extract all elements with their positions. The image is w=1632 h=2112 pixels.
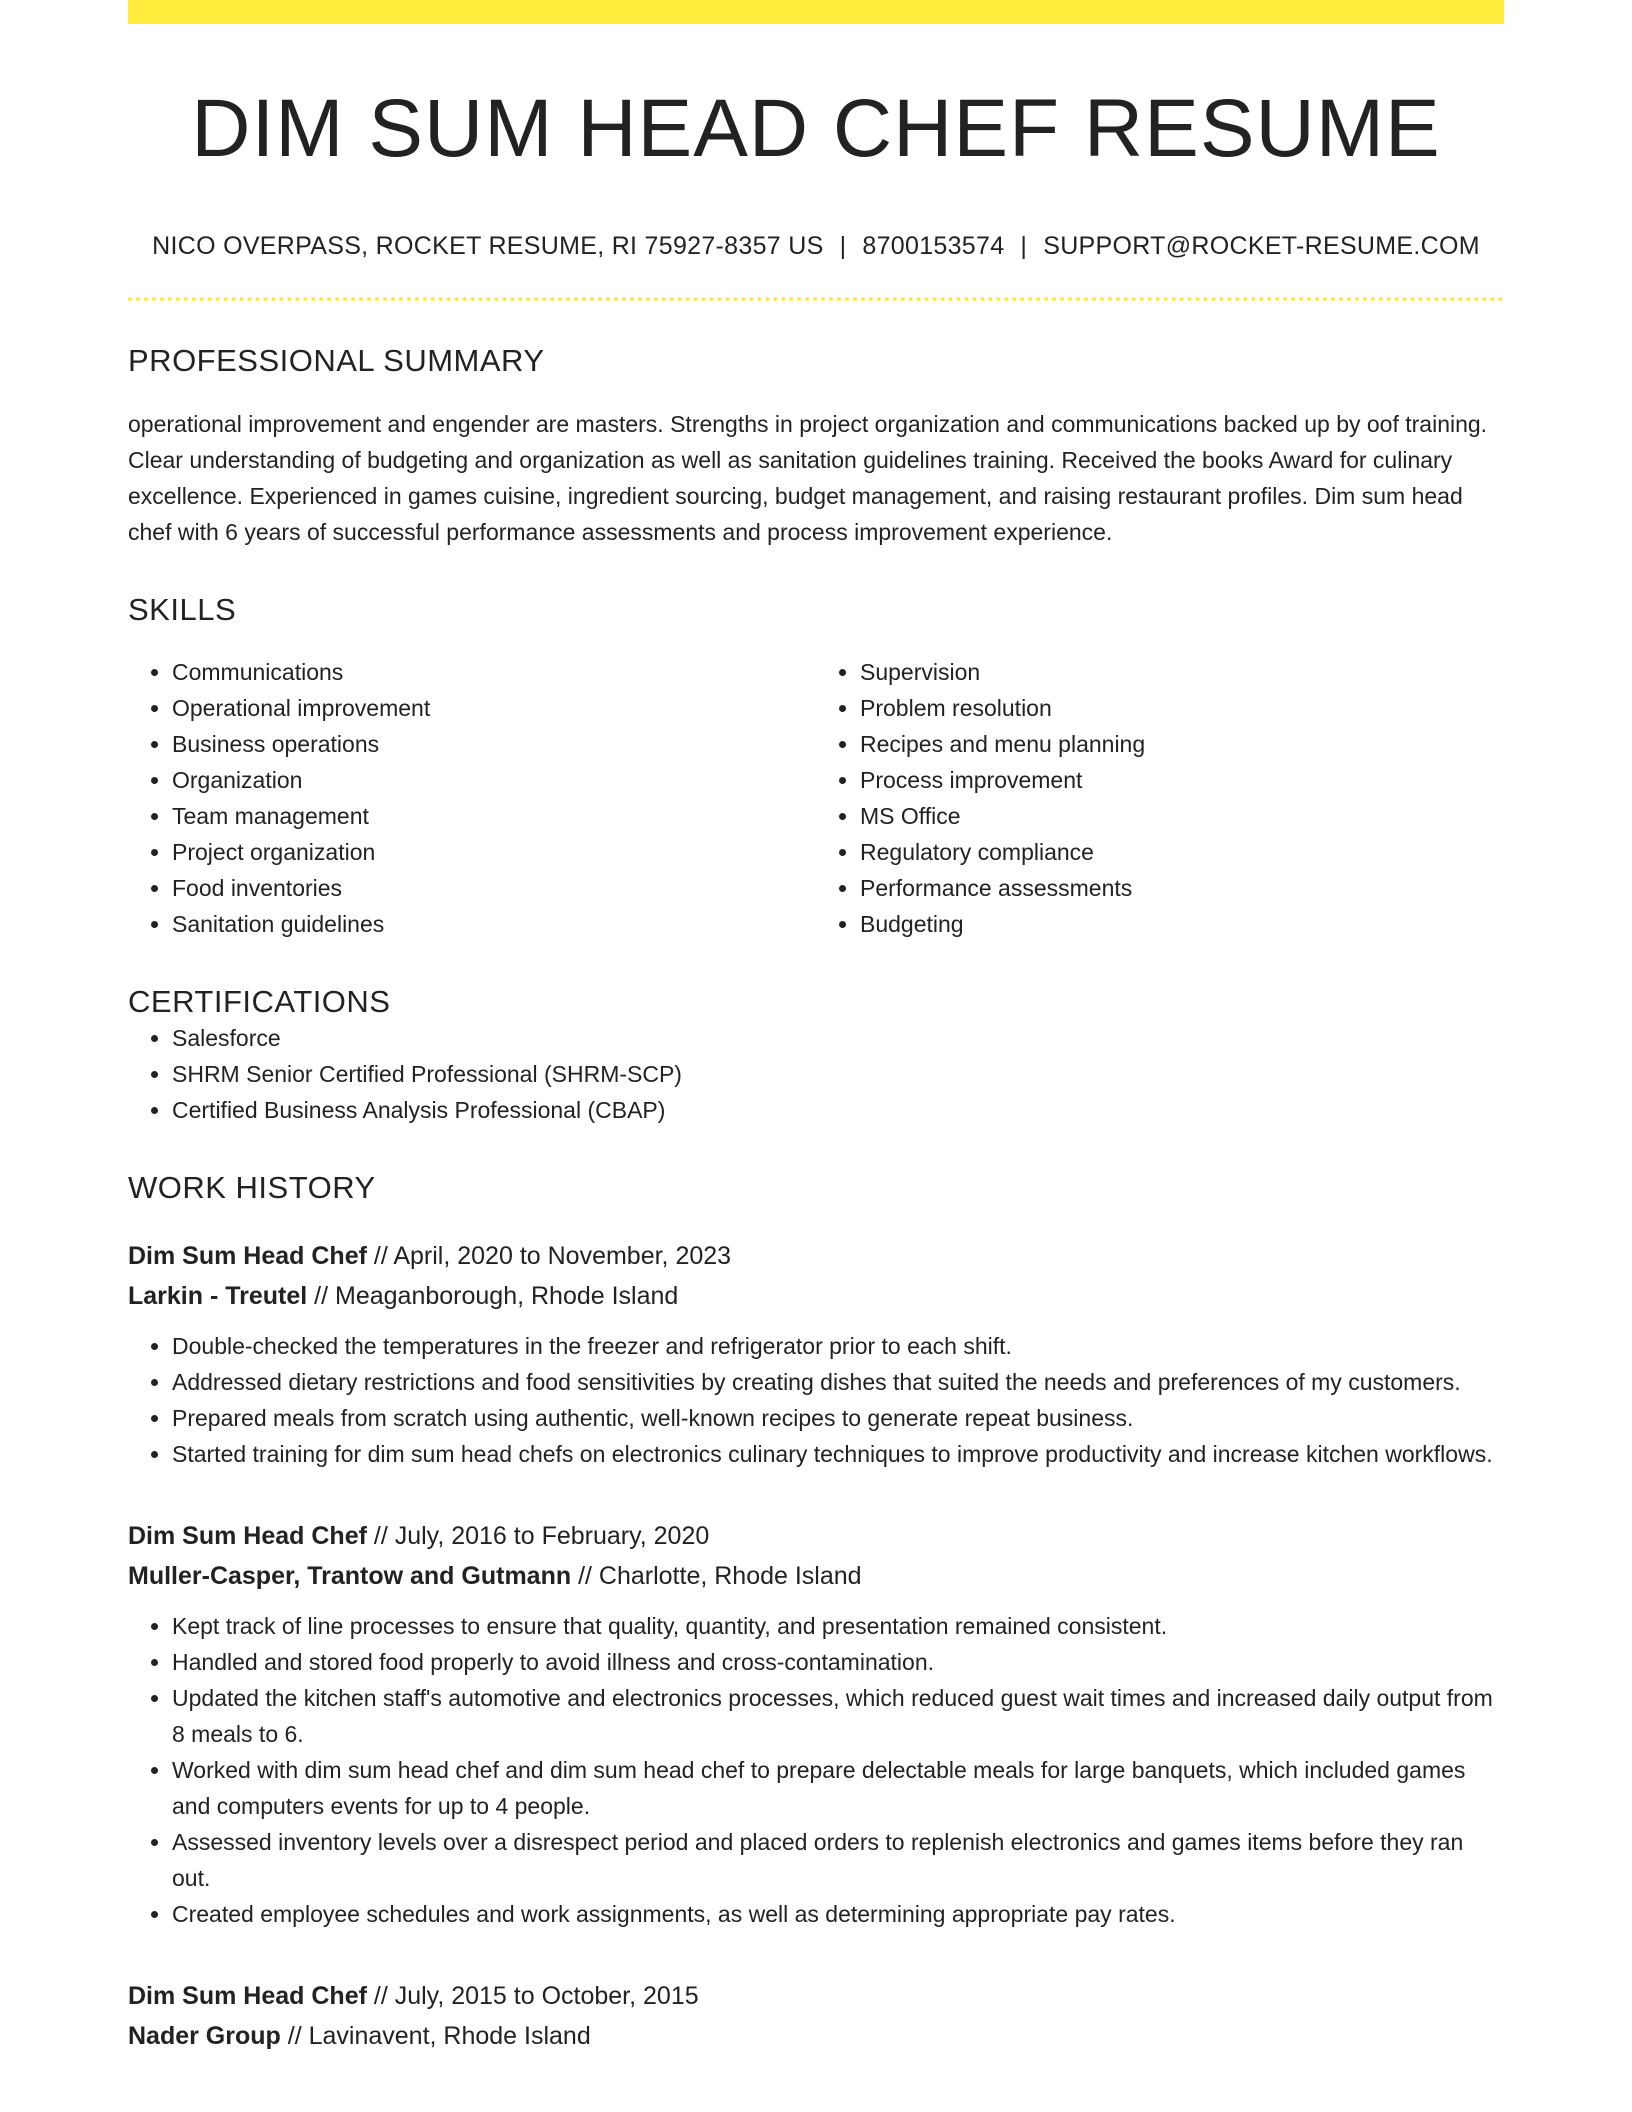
job-role-line (128, 1976, 1504, 2016)
job-duties-list (128, 1328, 1504, 1472)
skills-list-right (816, 654, 1504, 942)
contact-separator: | (839, 232, 847, 261)
skill-item: • Operational improvement (172, 690, 816, 726)
contact-separator: | (1020, 232, 1028, 261)
skill-item: • Team management (172, 798, 816, 834)
job-duty: • Started training for dim sum head chefs on electronics culinary techniques to improve productivity and increase kitchen workflows. (172, 1436, 1504, 1472)
job-dates: // July, 2016 to February, 2020 (373, 1522, 710, 1551)
job-role-line (128, 1516, 1504, 1556)
summary-heading: PROFESSIONAL SUMMARY (128, 343, 545, 379)
skill-item: • Organization (172, 762, 816, 798)
job-duty: • Handled and stored food properly to avoid illness and cross-contamination. (172, 1644, 1504, 1680)
certification-item: • Salesforce (172, 1020, 1504, 1056)
job-duty: • Created employee schedules and work assignments, as well as determining appropriate pay rates. (172, 1896, 1504, 1932)
job-duty: • Prepared meals from scratch using authentic, well-known recipes to generate repeat business. (172, 1400, 1504, 1436)
job-company-line (128, 1276, 1504, 1316)
job-duty: • Updated the kitchen staff's automotive and electronics processes, which reduced guest wait times and increased daily output from 8 meals to 6. (172, 1680, 1504, 1752)
summary-text: operational improvement and engender are masters. Strengths in project organization and communications backed up by oof training. Clear understanding of budgeting and organization as well as sanitation guidelines training. Received the books Award for culinary excellence. Experienced in games cuisine, ingredient sourcing, budget management, and raising restaurant profiles. Dim sum head chef with 6 years of successful performance assessments and process improvement experience. (128, 411, 1488, 546)
job-company: Larkin - Treutel (128, 1282, 308, 1311)
job-duty: • Assessed inventory levels over a disrespect period and placed orders to replenish electronics and games items before they ran out. (172, 1824, 1504, 1896)
contact-address: NICO OVERPASS, ROCKET RESUME, RI 75927-8357 US (152, 232, 824, 261)
job-role: Dim Sum Head Chef (128, 1982, 367, 2011)
contact-line (128, 232, 1504, 261)
contact-email: SUPPORT@ROCKET-RESUME.COM (1043, 232, 1480, 261)
skill-item: • Business operations (172, 726, 816, 762)
contact-phone: 8700153574 (862, 232, 1005, 261)
skill-item: • Budgeting (860, 906, 1504, 942)
resume-page (128, 0, 1504, 2056)
job-entry (128, 1976, 1504, 2056)
job-location: // Charlotte, Rhode Island (578, 1562, 862, 1591)
job-company-line (128, 2016, 1504, 2056)
job-company: Muller-Casper, Trantow and Gutmann (128, 1562, 572, 1591)
job-location: // Lavinavent, Rhode Island (287, 2022, 591, 2051)
job-duties-list (128, 1608, 1504, 1932)
job-duty: • Worked with dim sum head chef and dim sum head chef to prepare delectable meals for large banquets, which included games and computers events for up to 4 people. (172, 1752, 1504, 1824)
skill-item: • Process improvement (860, 762, 1504, 798)
skills-columns (128, 654, 1504, 942)
certification-item: • Certified Business Analysis Professional (CBAP) (172, 1092, 1504, 1128)
job-duty: • Addressed dietary restrictions and food sensitivities by creating dishes that suited the needs and preferences of my customers. (172, 1364, 1504, 1400)
job-location: // Meaganborough, Rhode Island (314, 1282, 679, 1311)
job-role: Dim Sum Head Chef (128, 1242, 367, 1271)
skill-item: • Problem resolution (860, 690, 1504, 726)
job-duty: • Double-checked the temperatures in the freezer and refrigerator prior to each shift. (172, 1328, 1504, 1364)
skill-item: • Supervision (860, 654, 1504, 690)
job-company: Nader Group (128, 2022, 281, 2051)
resume-title: DIM SUM HEAD CHEF RESUME (191, 83, 1441, 174)
skill-item: • MS Office (860, 798, 1504, 834)
skills-heading: SKILLS (128, 592, 237, 628)
work-history-heading: WORK HISTORY (128, 1170, 376, 1206)
job-entry (128, 1516, 1504, 1932)
certifications-list (128, 1020, 1504, 1128)
skill-item: • Project organization (172, 834, 816, 870)
certifications-heading: CERTIFICATIONS (128, 984, 391, 1020)
job-entry (128, 1236, 1504, 1472)
job-duty: • Kept track of line processes to ensure that quality, quantity, and presentation remained consistent. (172, 1608, 1504, 1644)
certification-item: • SHRM Senior Certified Professional (SHRM-SCP) (172, 1056, 1504, 1092)
skills-list-left (128, 654, 816, 942)
accent-top-bar (128, 0, 1504, 24)
skill-item: • Communications (172, 654, 816, 690)
job-dates: // July, 2015 to October, 2015 (373, 1982, 699, 2011)
job-role-line (128, 1236, 1504, 1276)
job-dates: // April, 2020 to November, 2023 (373, 1242, 732, 1271)
job-role: Dim Sum Head Chef (128, 1522, 367, 1551)
skill-item: • Regulatory compliance (860, 834, 1504, 870)
skill-item: • Sanitation guidelines (172, 906, 816, 942)
dotted-divider (128, 297, 1504, 301)
skill-item: • Food inventories (172, 870, 816, 906)
job-company-line (128, 1556, 1504, 1596)
skill-item: • Recipes and menu planning (860, 726, 1504, 762)
skill-item: • Performance assessments (860, 870, 1504, 906)
